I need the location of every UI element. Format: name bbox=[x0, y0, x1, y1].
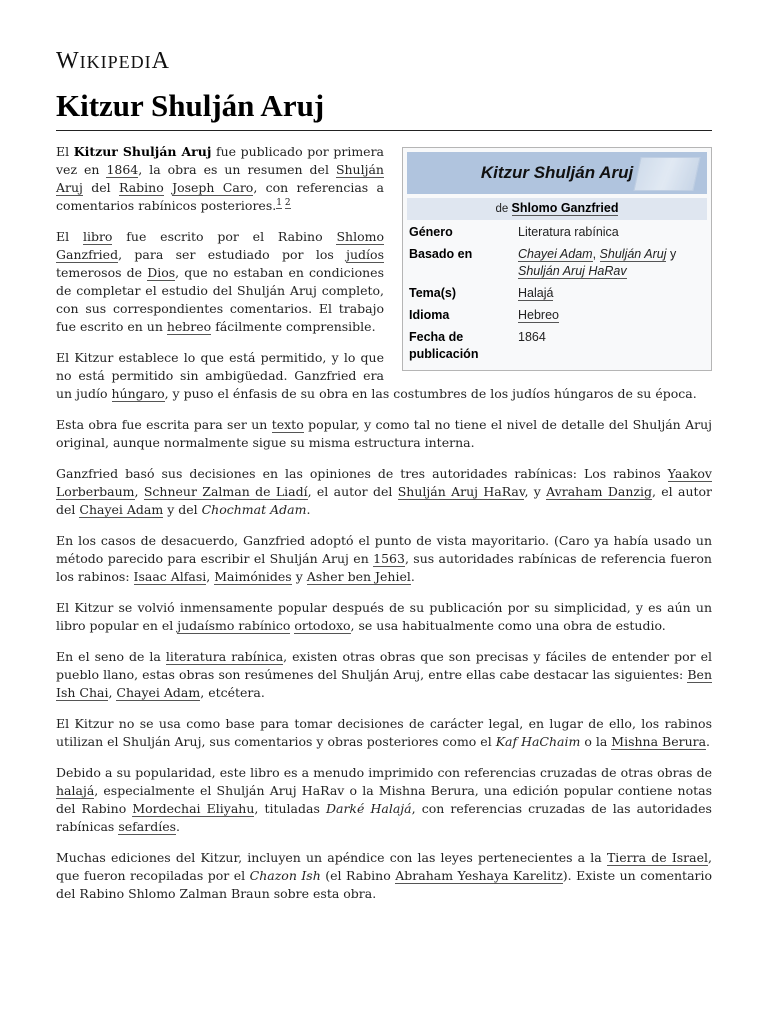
link-hungaro[interactable]: húngaro bbox=[111, 386, 165, 401]
link-judios[interactable]: judíos bbox=[346, 247, 384, 262]
link-1563[interactable]: 1563 bbox=[373, 551, 405, 566]
text: popular, y como tal no tiene el nivel de detalle del Shulján Aruj original, aunque normalmente sigue su misma estructura interna. bbox=[56, 417, 713, 450]
link-yaakov-lorberbaum[interactable]: Yaakov Lorberbaum bbox=[56, 466, 712, 499]
page-title: Kitzur Shulján Aruj bbox=[56, 88, 712, 131]
link-literatura-rabinica[interactable]: literatura rabínica bbox=[165, 649, 284, 664]
based-sep-1: , bbox=[592, 247, 597, 261]
infobox-row-theme bbox=[407, 283, 707, 305]
link-joseph-caro[interactable]: Joseph Caro bbox=[172, 180, 254, 195]
text: , que no estaban en condiciones de completar el estudio del Shulján Aruj completo, con sus correspondientes comentarios. El trabajo fue escrito en un bbox=[56, 265, 384, 334]
text: o la bbox=[580, 734, 612, 749]
infobox bbox=[402, 147, 712, 371]
based-sep-2: y bbox=[669, 247, 677, 261]
italic-chochmat-adam: Chochmat Adam bbox=[201, 502, 307, 517]
infobox-author-link[interactable]: Shlomo Ganzfried bbox=[511, 201, 619, 215]
infobox-author-row bbox=[407, 198, 707, 220]
infobox-value-language bbox=[516, 305, 707, 327]
text: , bbox=[206, 569, 215, 584]
text: En el seno de la bbox=[56, 649, 166, 664]
text: fue escrito por el Rabino bbox=[112, 229, 337, 244]
infobox-table bbox=[407, 222, 707, 366]
link-abraham-yeshaya-karelitz[interactable]: Abraham Yeshaya Karelitz bbox=[395, 868, 563, 883]
infobox-value-genre: Literatura rabínica bbox=[518, 225, 619, 239]
link-shlomo-ganzfried[interactable]: Shlomo Ganzfried bbox=[56, 229, 384, 262]
italic-kaf-hachaim: Kaf HaChaim bbox=[495, 734, 581, 749]
article-body bbox=[56, 143, 712, 903]
logo-letter-w: W bbox=[56, 48, 80, 74]
text: ). Existe un comentario del Rabino Shlomo Zalman Braun sobre esta obra. bbox=[56, 868, 713, 901]
text: En los casos de desacuerdo, Ganzfried adoptó el punto de vista mayoritario. (Caro ya había usado un método parecido para escribir el Shulján Aruj en bbox=[56, 533, 712, 566]
text: fue publicado por primera vez en bbox=[56, 144, 384, 177]
bold-title: Kitzur Shulján Aruj bbox=[73, 144, 212, 159]
paragraph-4 bbox=[56, 416, 712, 452]
link-mordechai-eliyahu[interactable]: Mordechai Eliyahu bbox=[132, 801, 255, 816]
link-libro[interactable]: libro bbox=[82, 229, 113, 244]
text: , sus autoridades rabínicas de referencia fueron los rabinos: bbox=[56, 551, 712, 584]
text: del bbox=[82, 180, 119, 195]
logo-letters-middle: IKIPEDI bbox=[79, 52, 152, 72]
text: El Kitzur se volvió inmensamente popular después de su publicación por su simplicidad, y es aún un libro popular en el bbox=[56, 600, 712, 633]
text: , y puso el énfasis de su obra en las costumbres de los judíos húngaros de su época. bbox=[164, 386, 697, 401]
link-avraham-danzig[interactable]: Avraham Danzig bbox=[546, 484, 652, 499]
link-ben-ish-chai[interactable]: Ben Ish Chai bbox=[56, 667, 712, 700]
link-hebreo[interactable]: hebreo bbox=[166, 319, 212, 334]
text: y del bbox=[163, 502, 202, 517]
link-sefardies[interactable]: sefardíes bbox=[118, 819, 177, 834]
infobox-label-language: Idioma bbox=[409, 308, 450, 322]
text: , el autor del bbox=[307, 484, 398, 499]
link-halaja[interactable]: halajá bbox=[56, 783, 95, 798]
text: , bbox=[134, 484, 144, 499]
text: , y bbox=[524, 484, 547, 499]
text: El Kitzur establece lo que está permitido, y lo que no está permitido sin ambigüedad. Ganzfried era un judío bbox=[56, 350, 384, 401]
text: , con referencias cruzadas de las autoridades rabínicas bbox=[56, 801, 712, 834]
reference-markers bbox=[276, 198, 290, 209]
text: El Kitzur no se usa como base para tomar decisiones de carácter legal, en lugar de ello, los rabinos utilizan el Shulján Aruj, sus comentarios y obras posteriores como el bbox=[56, 716, 712, 749]
text: , con referencias a comentarios rabínicos posteriores. bbox=[56, 180, 385, 213]
paragraph-10 bbox=[56, 764, 712, 836]
link-isaac-alfasi[interactable]: Isaac Alfasi bbox=[133, 569, 207, 584]
infobox-row-date bbox=[407, 327, 707, 366]
infobox-row-genre bbox=[407, 222, 707, 244]
paragraph-9 bbox=[56, 715, 712, 751]
book-icon bbox=[633, 157, 700, 191]
language-link-hebreo[interactable]: Hebreo bbox=[518, 308, 559, 322]
based-link-chayei-adam[interactable]: Chayei Adam bbox=[518, 247, 593, 261]
link-texto[interactable]: texto bbox=[271, 417, 304, 432]
text: Debido a su popularidad, este libro es a menudo imprimido con referencias cruzadas de otras obras de bbox=[56, 765, 712, 780]
link-ortodoxo[interactable]: ortodoxo bbox=[294, 618, 351, 633]
text: , bbox=[108, 685, 117, 700]
text: , para ser estudiado por los bbox=[118, 247, 347, 262]
text: . bbox=[706, 734, 711, 749]
article-page bbox=[56, 48, 712, 916]
infobox-author-prefix: de bbox=[495, 203, 509, 215]
text bbox=[164, 180, 172, 195]
link-mishna-berura[interactable]: Mishna Berura bbox=[611, 734, 707, 749]
link-tierra-de-israel[interactable]: Tierra de Israel bbox=[606, 850, 708, 865]
based-link-shulchan-aruj-harav[interactable]: Shulján Aruj HaRav bbox=[518, 264, 627, 278]
paragraph-6 bbox=[56, 532, 712, 586]
theme-link-halaja[interactable]: Halajá bbox=[518, 286, 554, 300]
link-chayei-adam[interactable]: Chayei Adam bbox=[79, 502, 164, 517]
infobox-title: Kitzur Shulján Aruj bbox=[480, 163, 634, 182]
infobox-label-date: Fecha de publicación bbox=[409, 330, 479, 361]
link-maimonides[interactable]: Maimónides bbox=[214, 569, 292, 584]
infobox-value-theme bbox=[516, 283, 707, 305]
infobox-row-language bbox=[407, 305, 707, 327]
italic-darke-halaja: Darké Halajá bbox=[325, 801, 412, 816]
text: temerosos de bbox=[56, 265, 148, 280]
infobox-value-based bbox=[516, 244, 707, 283]
infobox-label-based: Basado en bbox=[409, 247, 473, 261]
text: fácilmente comprensible. bbox=[211, 319, 376, 334]
reference-1[interactable]: 1 bbox=[276, 197, 282, 208]
text: Muchas ediciones del Kitzur, incluyen un apéndice con las leyes pertenecientes a la bbox=[56, 850, 607, 865]
link-schneur-zalman[interactable]: Schneur Zalman de Liadí bbox=[143, 484, 308, 499]
link-chayei-adam-2[interactable]: Chayei Adam bbox=[116, 685, 201, 700]
text: Ganzfried basó sus decisiones en las opiniones de tres autoridades rabínicas: Los rabinos bbox=[56, 466, 668, 481]
paragraph-7 bbox=[56, 599, 712, 635]
text: , se usa habitualmente como una obra de estudio. bbox=[350, 618, 666, 633]
paragraph-11 bbox=[56, 849, 712, 903]
infobox-title-bar bbox=[407, 152, 707, 194]
text: , que fueron recopiladas por el bbox=[56, 850, 712, 883]
text: Esta obra fue escrita para ser un bbox=[56, 417, 272, 432]
infobox-value-date: 1864 bbox=[518, 330, 546, 344]
link-dios[interactable]: Dios bbox=[147, 265, 176, 280]
link-shulchan-aruj[interactable]: Shulján Aruj bbox=[56, 162, 384, 195]
based-link-shulchan-aruj[interactable]: Shulján Aruj bbox=[599, 247, 667, 261]
text: , tituladas bbox=[254, 801, 326, 816]
text: , el autor del bbox=[56, 484, 713, 517]
text: . bbox=[176, 819, 180, 834]
text: , especialmente el Shulján Aruj HaRav o la Mishna Berura, una edición popular contiene notas del Rabino bbox=[56, 783, 712, 816]
infobox-label-theme: Tema(s) bbox=[409, 286, 457, 300]
paragraph-8 bbox=[56, 648, 712, 702]
link-rabino[interactable]: Rabino bbox=[119, 180, 164, 195]
text: El bbox=[56, 144, 74, 159]
logo-letter-a: A bbox=[151, 48, 170, 74]
infobox-row-based bbox=[407, 244, 707, 283]
link-judaismo-rabinico[interactable]: judaísmo rabínico bbox=[177, 618, 291, 633]
wikipedia-logo[interactable] bbox=[56, 48, 712, 74]
text: y bbox=[291, 569, 307, 584]
text: , etcétera. bbox=[200, 685, 265, 700]
italic-chazon-ish: Chazon Ish bbox=[249, 868, 321, 883]
link-asher-ben-jehiel[interactable]: Asher ben Jehiel bbox=[306, 569, 411, 584]
link-shulchan-aruj-harav[interactable]: Shulján Aruj HaRav bbox=[397, 484, 525, 499]
reference-2[interactable]: 2 bbox=[284, 197, 291, 208]
text: . bbox=[410, 569, 415, 584]
paragraph-5 bbox=[56, 465, 712, 519]
text: (el Rabino bbox=[320, 868, 396, 883]
text: El bbox=[56, 229, 83, 244]
link-1864[interactable]: 1864 bbox=[106, 162, 139, 177]
text: . bbox=[306, 502, 311, 517]
text: , la obra es un resumen del bbox=[138, 162, 336, 177]
infobox-label-genre: Género bbox=[409, 225, 453, 239]
text: , existen otras obras que son precisas y fáciles de entender por el pueblo llano, estas obras son resúmenes del Shulján Aruj, entre ellas cabe destacar las siguientes: bbox=[56, 649, 713, 682]
